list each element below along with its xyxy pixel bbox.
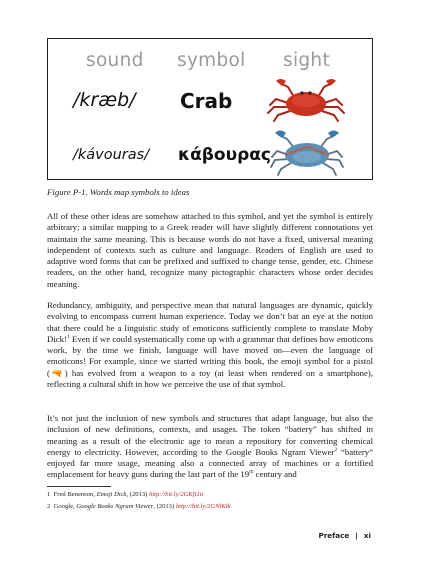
footnote-2-author: Google, bbox=[53, 503, 77, 510]
red-crab-icon bbox=[266, 77, 346, 125]
english-symbol: Crab bbox=[180, 89, 233, 113]
greek-sound: /kávouras/ bbox=[73, 147, 150, 163]
footnote-2-link[interactable]: http://bit.ly/2GNlKtk bbox=[175, 503, 231, 510]
footnote-ref-1: 1 bbox=[66, 333, 70, 340]
paragraph-1: All of these other ideas are somehow attached to this symbol, and yet the symbol is entirely arbitrary; a similar mapping to a Greek reader will have slightly different connotations yet maintain the same meaning. This is because words do not have a fixed, universal meaning independent of contexts such as culture and language. Readers of English are used to adaptive word forms that can be prefixed and suffixed to change tense, gender, etc. Chinese readers, on the other hand, recognize many pictographic characters whose order decides meaning. bbox=[47, 211, 373, 289]
footnote-2-number: 2 bbox=[47, 503, 51, 510]
footnote-1-title: Emoji Dick bbox=[96, 491, 127, 498]
blue-crab-icon bbox=[269, 127, 345, 177]
paragraph-3 bbox=[47, 413, 373, 481]
paragraph-3-text-b: “battery” enjoyed far more usage, meaning also a connected array of machines or a fortified emplacement for heavy guns during the last part of the 19 bbox=[47, 446, 373, 480]
paragraph-2-text-a: Redundancy, ambiguity, and perspective mean that natural languages are dynamic, quickly evolving to encompass current human experience. Today we don’t bat an eye at the notion that there could be a linguistic study of emoticons sufficiently complete to translate Moby Dick! bbox=[47, 300, 373, 344]
footnote-1-number: 1 bbox=[47, 491, 51, 498]
header-sight: sight bbox=[283, 50, 331, 71]
superscript-th: th bbox=[249, 469, 254, 476]
footnote-1-author: Fred Benenson, bbox=[53, 491, 97, 498]
footnote-ref-2: 2 bbox=[334, 446, 338, 453]
figure-caption: Figure P-1. Words map symbols to ideas bbox=[47, 187, 190, 197]
footnote-2-title: Google Books Ngram Viewer bbox=[76, 503, 154, 510]
footnote-2-year: , (2013) bbox=[153, 503, 176, 510]
english-sound: /kræb/ bbox=[73, 89, 136, 111]
page-footer bbox=[318, 531, 371, 540]
header-sound: sound bbox=[86, 50, 144, 71]
paragraph-3-text-a: It’s not just the inclusion of new symbols and structures that adapt language, but also the inclusion of new definitions, contexts, and usages. The token “battery” has shifted in meaning as a result of the electronic age to mean a repository for converting chemical energy to electricity. However, according to the Google Books Ngram Viewer bbox=[47, 413, 373, 457]
greek-symbol: κάβουρας bbox=[178, 145, 272, 165]
footer-separator: | bbox=[355, 531, 358, 540]
paragraph-2 bbox=[47, 300, 373, 390]
page-number: xi bbox=[363, 531, 371, 540]
footnote-rule bbox=[47, 486, 111, 487]
footnote-1-link[interactable]: http://bit.ly/2GKft1n bbox=[149, 491, 204, 498]
paragraph-3-text-c: century and bbox=[253, 469, 297, 480]
header-symbol: symbol bbox=[177, 50, 246, 71]
footnote-2 bbox=[47, 503, 231, 510]
footnote-1-year: , (2013) bbox=[126, 491, 150, 498]
footer-section: Preface bbox=[318, 531, 350, 540]
figure-panel bbox=[47, 38, 373, 180]
paragraph-2-text-b: Even if we could systematically come up with a grammar that defines how emoticons work, by the time we finish, language will have moved on—even the language of emoticons! For example, since we started writing this book, the emoji symbol for a pistol (🔫) has evolved from a weapon to a toy (at least when rendered on a smartphone), reflecting a cultural shift in how we perceive the use of that symbol. bbox=[47, 333, 373, 390]
footnote-1 bbox=[47, 491, 203, 498]
